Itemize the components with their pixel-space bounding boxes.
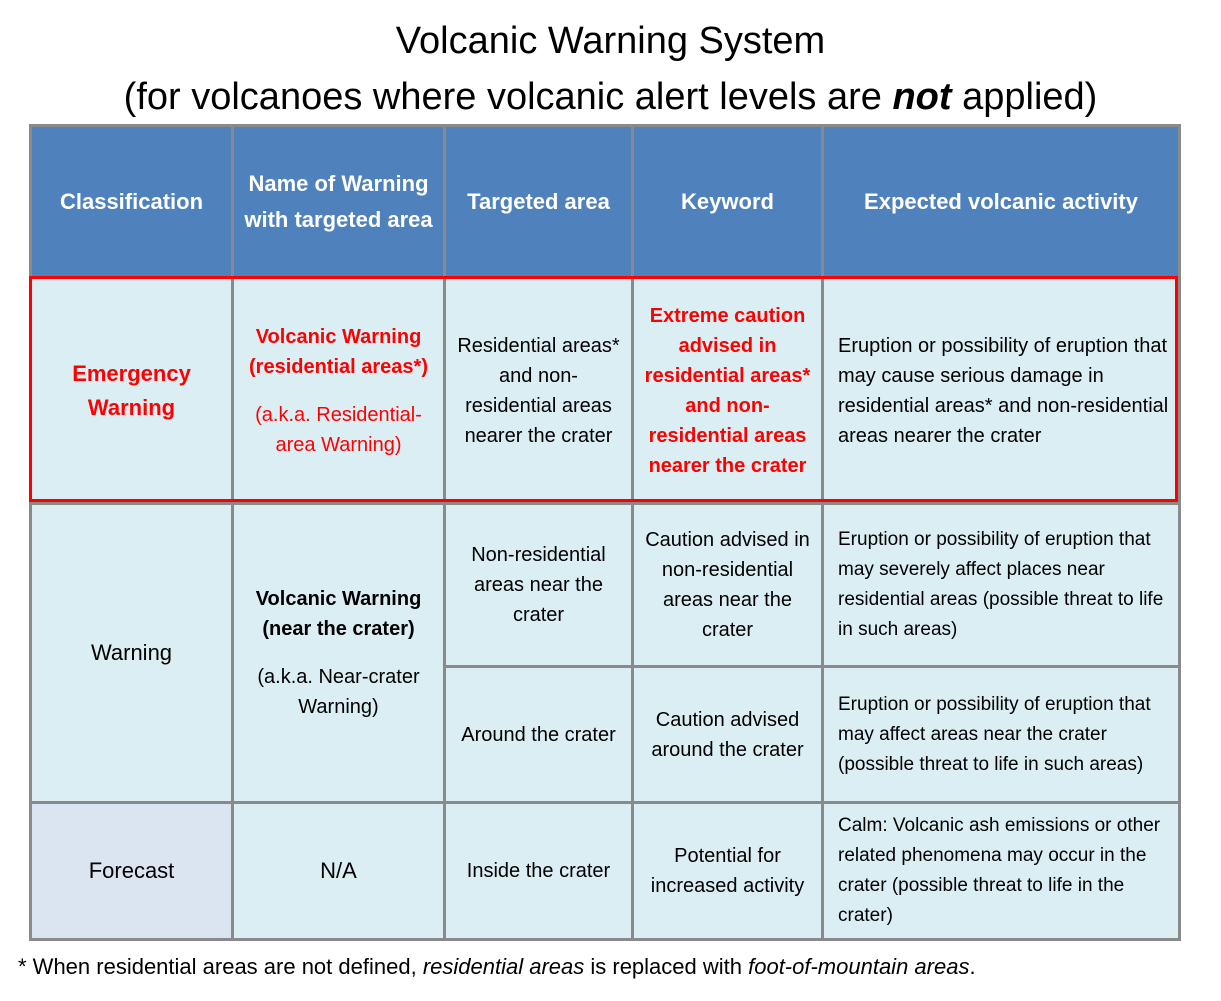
warning-classification: Warning: [31, 504, 233, 803]
forecast-targeted-area: Inside the crater: [445, 803, 633, 940]
emergency-warning-aka: (a.k.a. Residential-area Warning): [255, 403, 422, 456]
header-classification: Classification: [31, 126, 233, 278]
forecast-keyword: Potential for increased activity: [633, 803, 823, 940]
warning-activity-1: Eruption or possibility of eruption that may severely affect places near residential areas (possible threat to life in such areas): [823, 504, 1180, 667]
header-targeted-area: Targeted area: [445, 126, 633, 278]
emergency-row: [31, 278, 1180, 504]
page-title: Volcanic Warning System: [395, 20, 826, 62]
warning-activity-2: Eruption or possibility of eruption that may affect areas near the crater (possible threat to life in such areas): [823, 667, 1180, 803]
footnote: [18, 950, 976, 984]
warning-keyword-1: Caution advised in non-residential areas near the crater: [633, 504, 823, 667]
emergency-targeted-area: Residential areas* and non-residential areas nearer the crater: [445, 278, 633, 504]
page-subtitle: [0, 74, 1221, 120]
warning-targeted-area-2: Around the crater: [445, 667, 633, 803]
warning-name-cell: [233, 504, 445, 803]
footnote-em1: residential areas: [422, 954, 585, 979]
forecast-warning-name: N/A: [233, 803, 445, 940]
warning-name: Volcanic Warning (near the crater): [255, 588, 422, 640]
subtitle-post: applied): [951, 76, 1098, 118]
warning-targeted-area-1: Non-residential areas near the crater: [445, 504, 633, 667]
warning-row-1: [31, 504, 1180, 667]
subtitle-emphasis: not: [892, 76, 952, 118]
warning-system-table: [29, 124, 1181, 941]
footnote-post: .: [969, 954, 976, 979]
emergency-classification: Emergency Warning: [31, 278, 233, 504]
header-keyword: Keyword: [633, 126, 823, 278]
subtitle-pre: (for volcanoes where volcanic alert levels are: [123, 76, 893, 118]
forecast-classification: Forecast: [31, 803, 233, 940]
emergency-activity: Eruption or possibility of eruption that may cause serious damage in residential areas* and non-residential areas nearer the crater: [823, 278, 1180, 504]
forecast-activity: Calm: Volcanic ash emissions or other related phenomena may occur in the crater (possible threat to life in the crater): [823, 803, 1180, 940]
warning-aka: (a.k.a. Near-crater Warning): [257, 666, 420, 718]
header-warning-name: Name of Warning with targeted area: [233, 126, 445, 278]
warning-keyword-2: Caution advised around the crater: [633, 667, 823, 803]
footnote-em2: foot-of-mountain areas: [748, 954, 970, 979]
header-row: [31, 126, 1180, 278]
emergency-warning-name: Volcanic Warning (residential areas*): [249, 325, 428, 378]
emergency-keyword: Extreme caution advised in residential areas* and non-residential areas nearer the crater: [633, 278, 823, 504]
footnote-mid: is replaced with: [584, 954, 749, 979]
header-expected-activity: Expected volcanic activity: [823, 126, 1180, 278]
emergency-warning-name-cell: [233, 278, 445, 504]
footnote-pre: * When residential areas are not defined,: [18, 954, 423, 979]
forecast-row: [31, 803, 1180, 940]
